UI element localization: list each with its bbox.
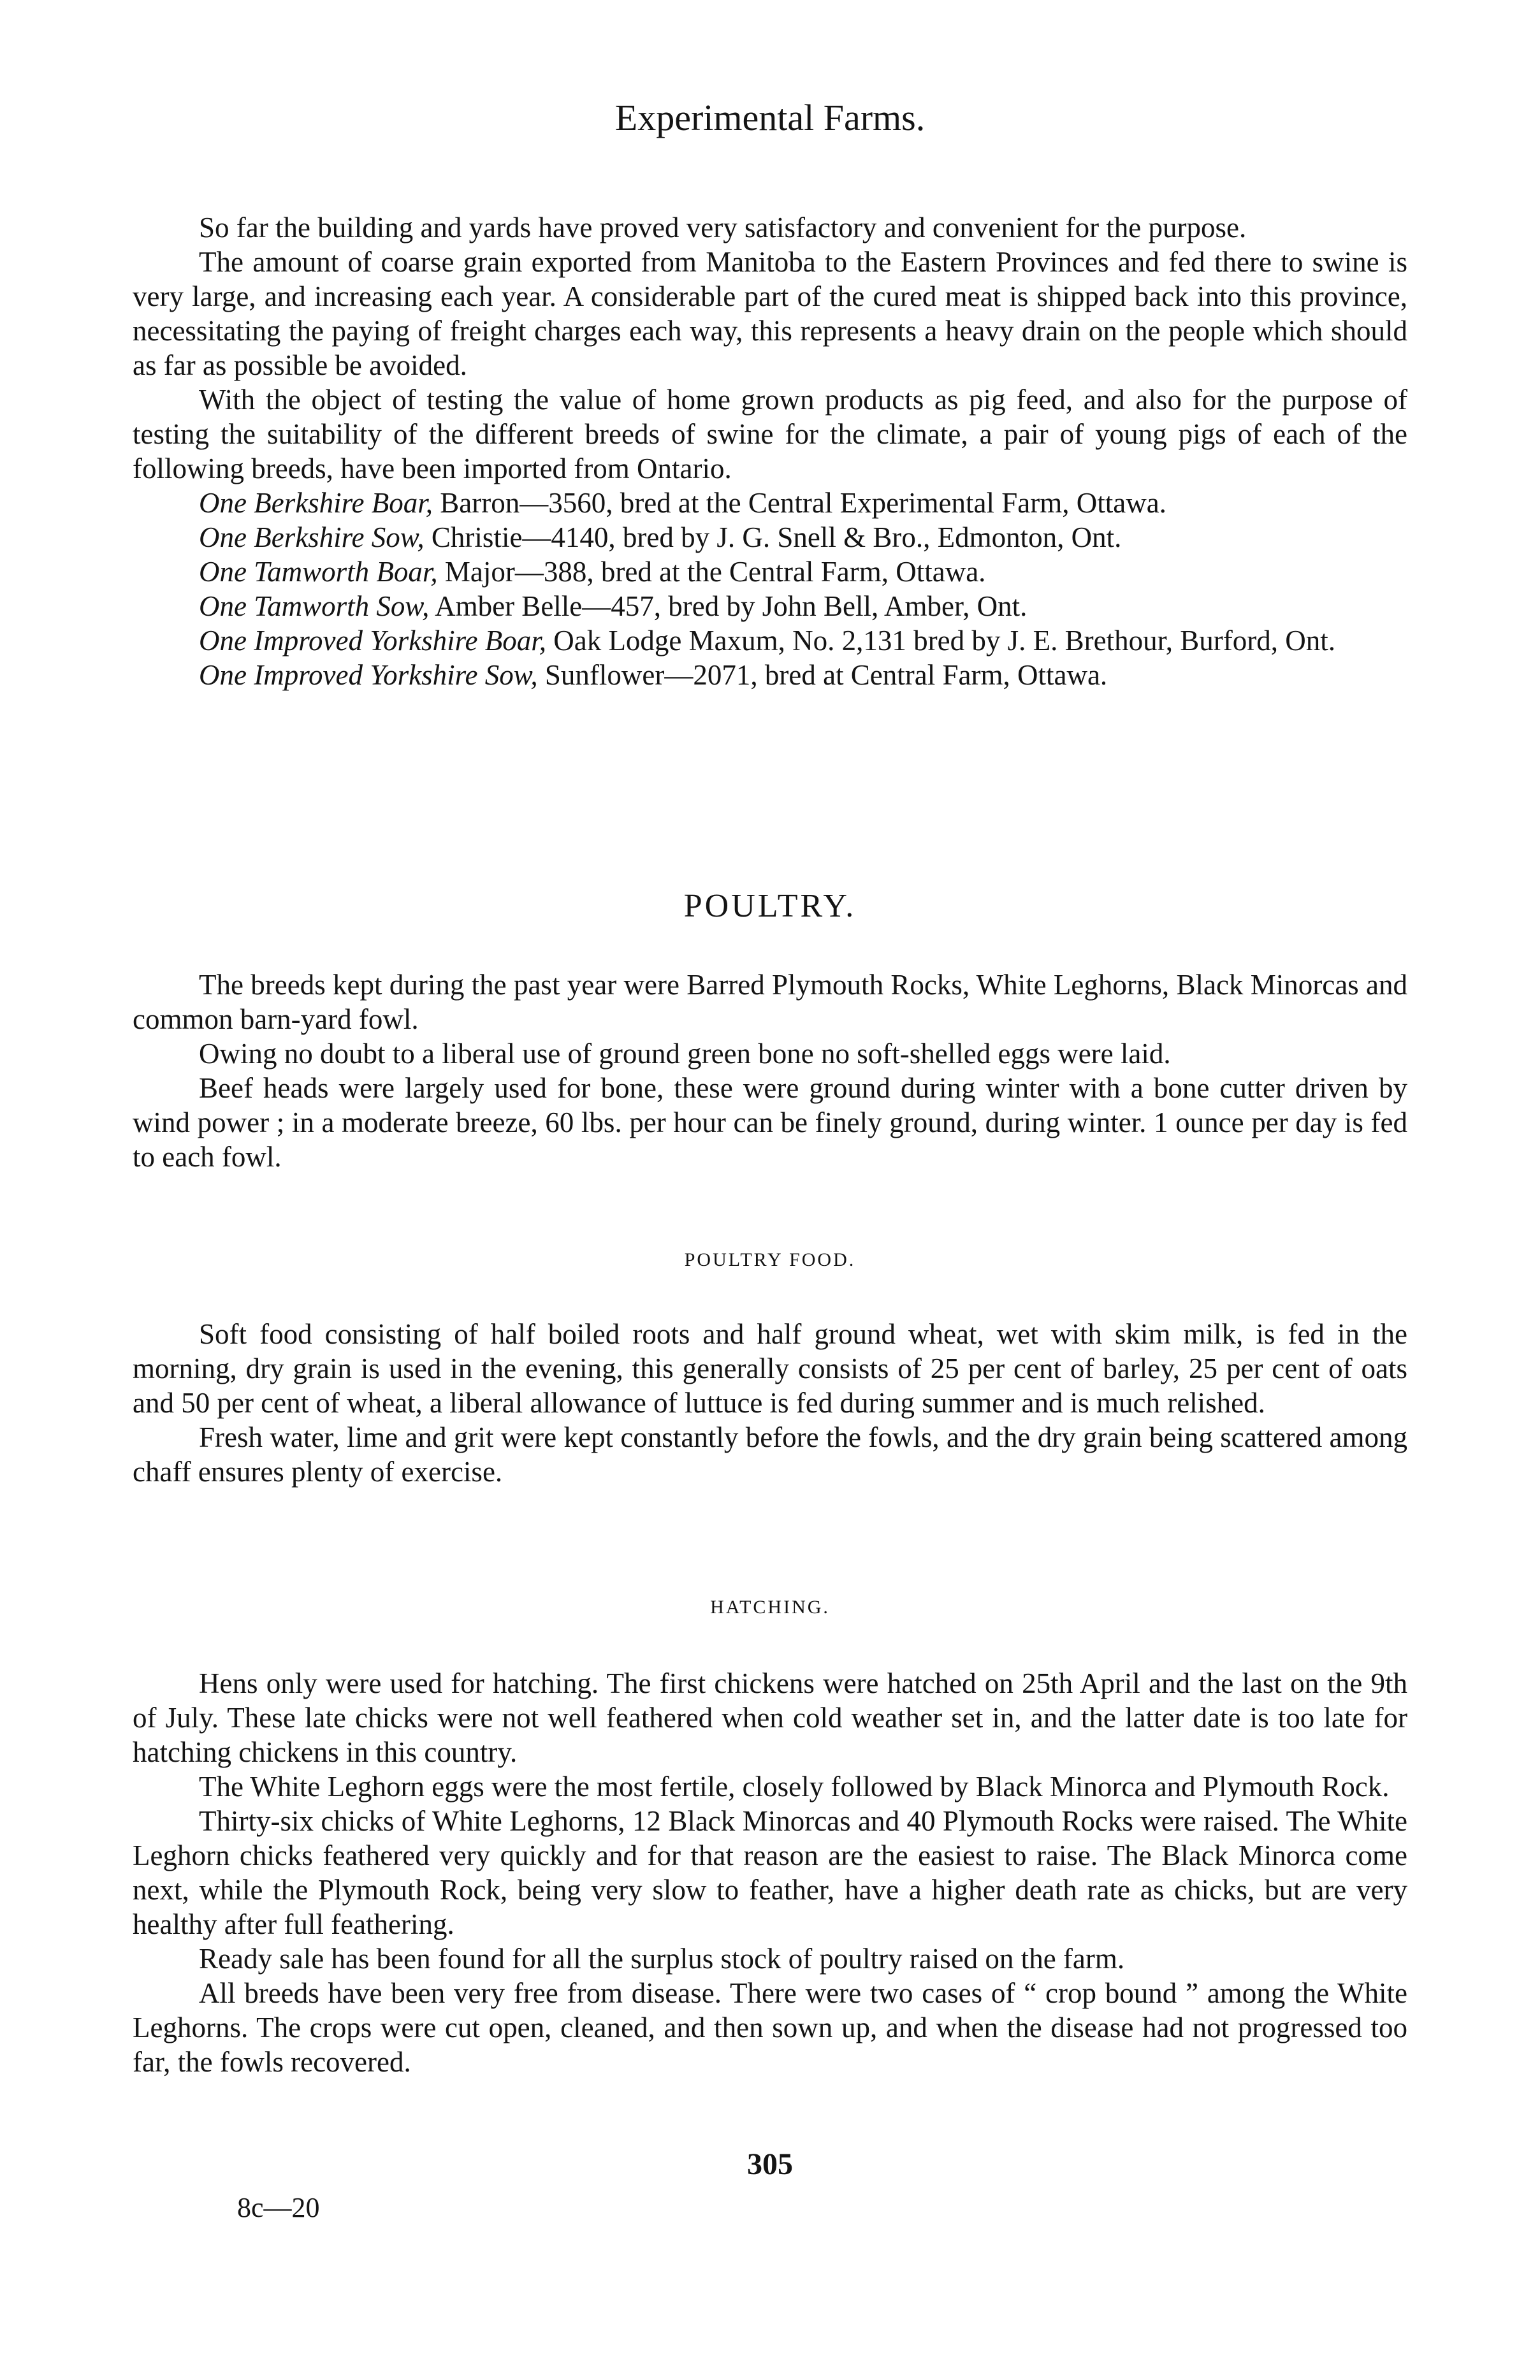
animal-breed: One Tamworth Boar,: [199, 556, 438, 588]
paragraph: All breeds have been very free from disease. There were two cases of “ crop bound ” among the White Leghorns. The crops were cut open, cleaned, and then sown up, and when the disease had not progressed too far, the fowls recovered.: [133, 1977, 1407, 2078]
page-number: 305: [747, 2147, 793, 2181]
animal-breed: One Improved Yorkshire Sow,: [199, 659, 538, 691]
animal-entry: [133, 520, 1407, 555]
animal-entry: [133, 589, 1407, 623]
paragraph: With the object of testing the value of home grown products as pig feed, and also for the purpose of testing the suitability of the different breeds of swine for the climate, a pair of young pigs of each of the following breeds, have been imported from Ontario.: [133, 384, 1407, 484]
section-title-hatching: HATCHING.: [710, 1597, 830, 1618]
imported-animals-list: [133, 486, 1407, 692]
signature-mark: 8c—20: [237, 2192, 320, 2223]
animal-detail: Barron—3560, bred at the Central Experimental Farm, Ottawa.: [433, 487, 1166, 519]
paragraph: Owing no doubt to a liberal use of ground green bone no soft-shelled eggs were laid.: [199, 1038, 1171, 1070]
hatching-section: [133, 1666, 1407, 2079]
animal-entry: [133, 555, 1407, 589]
animal-detail: Oak Lodge Maxum, No. 2,131 bred by J. E. Brethour, Burford, Ont.: [546, 625, 1335, 657]
animal-breed: One Tamworth Sow,: [199, 590, 430, 622]
animal-detail: Amber Belle—457, bred by John Bell, Amber, Ont.: [429, 590, 1028, 622]
paragraph: The breeds kept during the past year were Barred Plymouth Rocks, White Leghorns, Black Minorcas and common barn-yard fowl.: [133, 969, 1407, 1035]
animal-entry: [133, 623, 1407, 658]
paragraph: Ready sale has been found for all the surplus stock of poultry raised on the farm.: [199, 1943, 1125, 1975]
section-title-poultry-food: POULTRY FOOD.: [684, 1249, 856, 1270]
paragraph: Beef heads were largely used for bone, these were ground during winter with a bone cutter driven by wind power ; in a moderate breeze, 60 lbs. per hour can be finely ground, during winter. 1 ounce per day is fed to each fowl.: [133, 1072, 1407, 1173]
running-head: Experimental Farms.: [614, 97, 926, 138]
animal-entry: [133, 486, 1407, 520]
paragraph: Thirty-six chicks of White Leghorns, 12 Black Minorcas and 40 Plymouth Rocks were raised. The White Leghorn chicks feathered very quickly and for that reason are the easiest to raise. The Black Minorca come next, while the Plymouth Rock, being very slow to feather, have a higher death rate as chicks, but are very healthy after full feathering.: [133, 1805, 1407, 1940]
swine-section: [133, 210, 1407, 692]
animal-breed: One Berkshire Sow,: [199, 521, 425, 553]
animal-breed: One Berkshire Boar,: [199, 487, 433, 519]
poultry-food-section: [133, 1317, 1407, 1489]
paragraph: The White Leghorn eggs were the most fertile, closely followed by Black Minorca and Plymouth Rock.: [199, 1771, 1390, 1803]
animal-detail: Major—388, bred at the Central Farm, Ottawa.: [437, 556, 986, 588]
paragraph: Fresh water, lime and grit were kept constantly before the fowls, and the dry grain being scattered among chaff ensures plenty of exercise.: [133, 1421, 1407, 1488]
animal-detail: Christie—4140, bred by J. G. Snell & Bro., Edmonton, Ont.: [424, 521, 1122, 553]
paragraph: So far the building and yards have proved very satisfactory and convenient for the purpose.: [199, 212, 1247, 243]
paragraph: The amount of coarse grain exported from Manitoba to the Eastern Provinces and fed there to swine is very large, and increasing each year. A considerable part of the cured meat is shipped back into this province, necessitating the paying of freight charges each way, this represents a heavy drain on the people which should as far as possible be avoided.: [133, 246, 1407, 381]
section-title-poultry: POULTRY.: [683, 888, 857, 924]
paragraph: Hens only were used for hatching. The first chickens were hatched on 25th April and the last on the 9th of July. These late chicks were not well feathered when cold weather set in, and the latter date is too late for hatching chickens in this country.: [133, 1667, 1407, 1768]
poultry-section: [133, 968, 1407, 1174]
animal-breed: One Improved Yorkshire Boar,: [199, 625, 546, 657]
animal-entry: [133, 658, 1407, 692]
paragraph: Soft food consisting of half boiled roots and half ground wheat, wet with skim milk, is fed in the morning, dry grain is used in the evening, this generally consists of 25 per cent of barley, 25 per cent of oats and 50 per cent of wheat, a liberal allowance of luttuce is fed during summer and is much relished.: [133, 1318, 1407, 1419]
animal-detail: Sunflower—2071, bred at Central Farm, Ottawa.: [537, 659, 1108, 691]
